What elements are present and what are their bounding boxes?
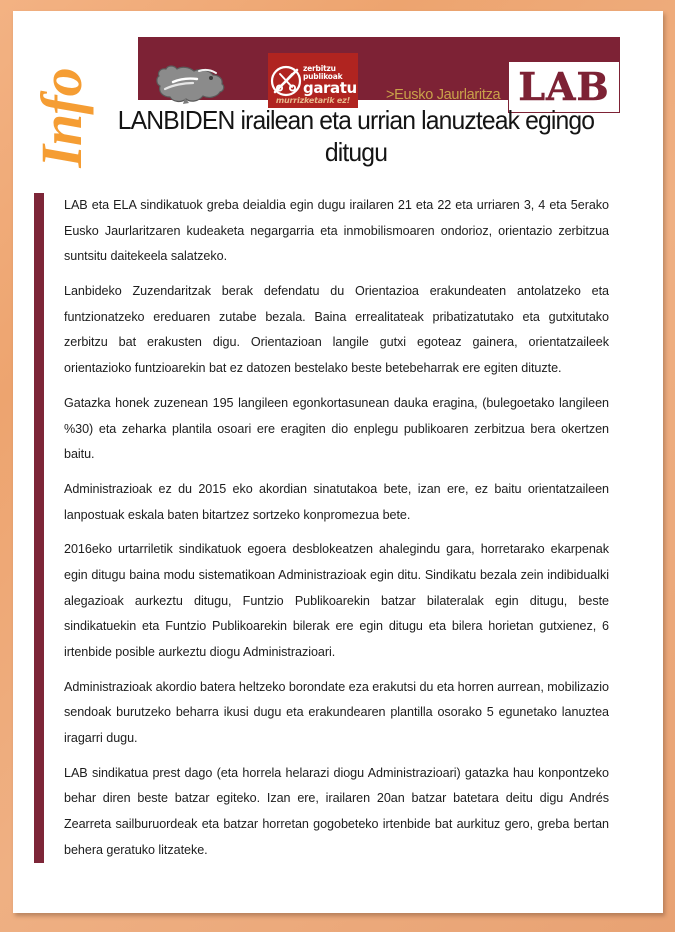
body-paragraph: Administrazioak ez du 2015 eko akordian sinatutakoa bete, izan ere, ez baitu orientatzaileen lanpostuak eskala baten bitartzez sortzeko konpromezua bete. [64,481,609,522]
body-paragraph: LAB eta ELA sindikatuok greba deialdia egin dugu irailaren 21 eta 22 eta urriaren 3, 4 eta 5erako Eusko Jaurlaritzaren kudeaketa negargarria eta inmobilismoaren ondorioz, orientazio zerbitzua suntsitu daitekeela salatzeko. [64,198,609,264]
page-title: LANBIDEN irailean eta urrian lanuzteak egingo ditugu [117,105,595,168]
garatu-logo-text [302,65,357,96]
garatu-line2: publikoak [303,71,343,81]
garatu-line1: zerbitzu [303,64,336,73]
info-banner-label: Info [29,68,94,168]
garatu-campaign-logo [268,53,358,108]
body-paragraph: LAB sindikatua prest dago (eta horrela helarazi diogu Administrazioari) gatazka hau konpontzeko behar diren beste batzar egiteko. Izan ere, irailaren 20an batzar batetara deitu digu Andrés Zearreta sailburuordeak eta batzar horretan gogobeteko irtenbide bat aurkituz gero, greba bertan behera geratuko litzateke. [64,765,609,857]
document-body [13,191,663,864]
header-maroon-band [138,37,620,109]
lab-logo-text: LAB [518,64,610,109]
body-paragraphs [64,191,609,864]
eusko-jaurlaritza-caption: >Eusko Jaurlaritza [386,87,501,103]
body-paragraph: Lanbideko Zuzendaritzak berak defendatu du Orientazioa erakundeaten antolatzeko eta funtzionatzeko ereduaren zutabe bezala. Baina errealitateak pribatizatutako eta gutxitutako zerbitzu bat erakusten digu. Orientazioan langile gutxi egoteaz gainera, orientatzaileek orientazioko funtzioarekin bat ez datozen bestelako beste betebeharrak ere egiten dituzte. [64,284,609,376]
left-accent-bar [34,193,44,863]
garatu-line3: garatu [303,79,357,97]
scissors-prohibited-icon [270,65,302,97]
body-paragraph: Administrazioak akordio batera heltzeko borondate eza erakutsi du eta horren aurrean, mobilizazio sendoak burutzeko beharra ikusi dugu eta erakundearen plantilla osorako 5 egunetako lanuztea iragarri dugu. [64,679,609,746]
body-paragraph: Gatazka honek zuzenean 195 langileen egonkortasunean dauka eragina, (bulegoetako langileen %30) eta zeharka plantila osoari ere eragiten dio enplegu publikoaren zerbitzua bera okertzen baitu. [64,395,609,462]
garatu-logo-footer: murrizketarik ez! [275,96,351,105]
basque-country-silhouette-icon [153,58,233,106]
document-page [13,11,663,913]
document-header [13,11,663,191]
body-paragraph: 2016eko urtarriletik sindikatuok egoera desblokeatzen ahalegindu gara, horretarako ekarpenak egin ditugu baina modu sistematikoan Administrazioak egin ditu. Sindikatu bezala zein indibidualki alegazioak aurkeztu ditugu, Funtzio Publikoarekin batzar bilateralak egin ditugu, beste sindikatuekin eta Funtzio Publikoarekin bilerak ere egin ditugu eta bilera horietan gutxienez, 6 irtenbide posible aurkeztu diogu Administrazioari. [64,542,609,659]
